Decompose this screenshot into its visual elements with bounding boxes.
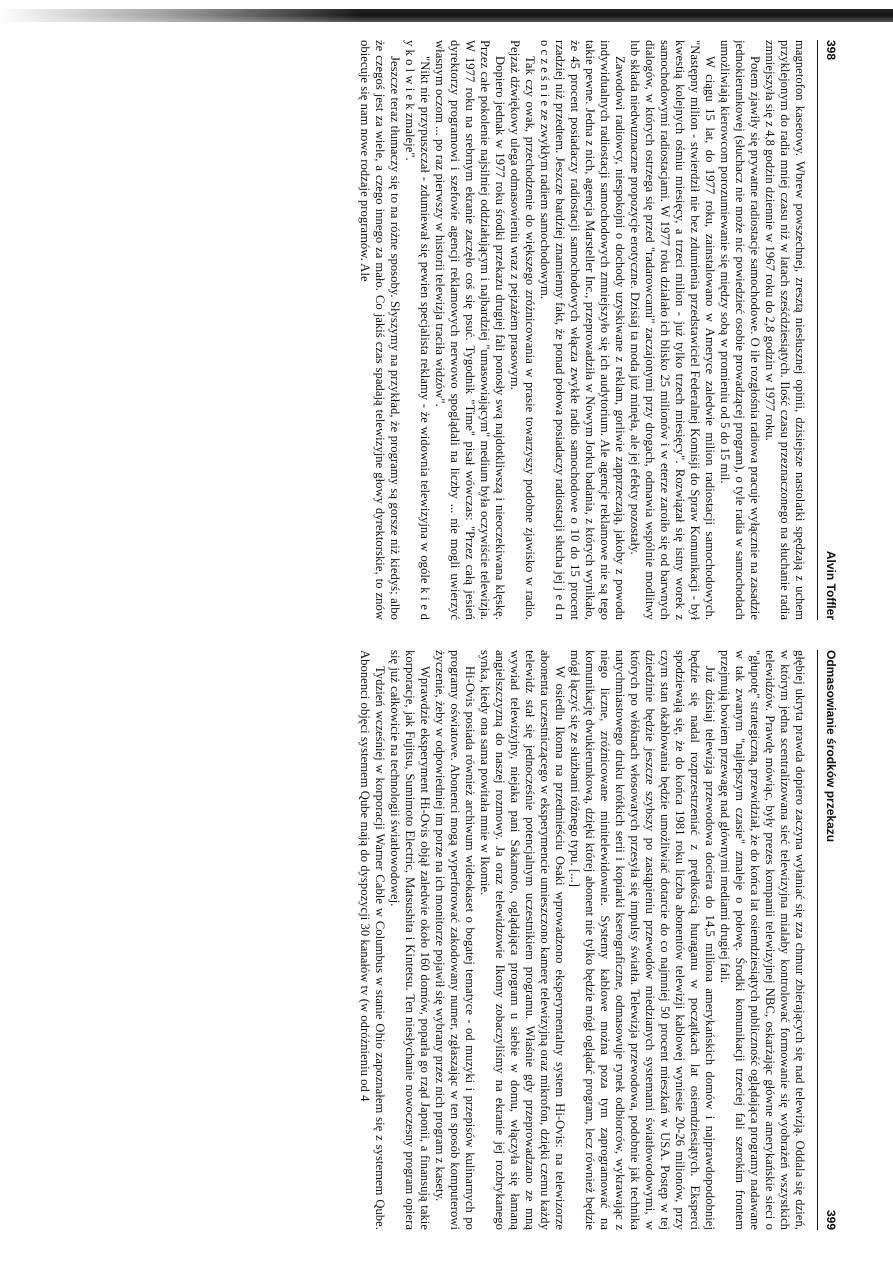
- left-page-body: [357, 40, 807, 620]
- right-page: [40, 650, 840, 1230]
- paragraph: W osiedlu Ikoma na przedmieściu Osaki wprowadzono eksperymentalny system Hi-Ovis: na telewizorze abonenta uczestniczącego w eksperymencie umieszczono kamerę telewizyjną oraz mikrofon, dzięki czemu każdy telewidz stał się jednocześnie potencjalnym uczestnikiem programu. Właśnie gdy przeprowadzano ze mną wywiad telewizyjny, niejaka pani Sakamoto, oglądająca program u siebie w domu, włączyła się łamaną angielszczyzną do naszej rozmowy. Ja oraz telewidzowie Ikomy zobaczyliśmy na ekranie jej rozbrykanego synka, kiedy ona sama powitała mnie w Ikomie.: [478, 650, 567, 1230]
- scanner-edge-fade: [0, 0, 360, 22]
- paragraph: Zawodowi radiowcy, niespokojni o dochody uzyskiwane z reklam, gorliwie zapprzeczają, jakoby z powodu indywidualnych radiostacji samochodowych zmniejszyło się ich audytorium. Ale agencje reklamowe nie są tego takie pewne. Jedna z nich, agencja Marsteller Inc., przeprowadziła w Nowym Jorku badania, z których wynikało, że 45 procent posiadaczy radiostacji samochodowych włącza zwykłe radio samochodowe o 10 do 15 procent rzadziej niż przedtem. Jeszcze bardziej znamienny fakt, że ponad połowa posiadaczy radiostacji słucha jej j e d n o c z e ś n i e ze zwykłym radiem samochodowym.: [538, 40, 627, 620]
- paragraph: Już dzisiaj telewizja przewodowa dociera do 14,5 miliona amerykańskich domów i najprawdopodobniej będzie się nadal rozprzestrzeniać z prędkością huraganu w początkach lat osiemdziesiątych. Eksperci spodziewają się, że do końca 1981 roku liczba abonentów telewizji kablowej wyniesie 20-26 milionów, przy czym stan okablowania będzie umożliwiać dotarcie do co najmniej 50 procent mieszkań w USA. Postęp w tej dziedzinie będzie jeszcze szybszy po zastąpieniu przewodów miedzianych systemami światłowodowymi, w których po włóknach włosowatych przesyła się impulsy światła. Telewizja przewodowa, podobnie jak technika natychmiastowego druku krótkich serii i kopiarki kserograficzne, odmasowuje rynek odbiorców, wykrawając z niego liczne, zróżnicowane minitelewidownie. Systemy kablowe można poza tym zaprogramować na komunikację dwukierunkową, dzięki której abonent nie tylko będzie mógł oglądać program, lecz również będzie mógł łączyć się ze służbami różnego typu. [...]: [568, 650, 717, 1230]
- right-page-body: [357, 650, 807, 1230]
- left-page: [40, 40, 840, 620]
- left-running-head: Alvin Toffler: [824, 550, 838, 620]
- paragraph: "Nikt nie przypuszczał - zdumiewał się pewien specjalista reklamy - że widownia telewizyjna w ogóle k i e d y k o l w i e k zmaleje".: [403, 40, 432, 620]
- left-page-header: [817, 40, 840, 620]
- right-page-number: 399: [824, 1209, 838, 1230]
- left-page-number: 398: [824, 40, 838, 61]
- book-spread: [20, 30, 840, 1240]
- paragraph: głębiej ukryta prawda dopiero zaczyna wyłaniać się zza chmur zbierających się nad telewizją. Oddala się dzień, w którym jedna scentralizowana sieć telewizyjna mialaby kontrolować formowanie się wyobrażeń wszystkich telewidzów. Prawdę mówiąc, były prezes kompanii telewizyjnej NBC, oskarżając główne amerykańskie sieci o "głupotę" strategiczną, przewidział, że do końca lat osiemdziesiątych publiczność oglądająca programy nadawane w tak zwanym "najlepszym czasie" zmaleje o połowę. Środki komunikacji trzeciej fali szerokim frontem przejmują bowiem przewagę nad głównymi mediami drugiej fali.: [718, 650, 807, 1230]
- paragraph: Jeszcze teraz tłumaczy się to na różne sposoby. Słyszymy na przykład, że programy są gorsze niż kiedyś; albo że czegoś jest za wiele, a czego innego za mało. Co jakiś czas spadają telewizyjne głowy dyrektorskie, to znów obiecuje się nam nowe rodzaje programów. Ale: [358, 40, 402, 620]
- paragraph: Tydzień wcześniej w korporacji Warner Cable w Columbus w stanie Ohio zapoznałem się z systemem Qube. Abonenci objęci systemem Qube mają do dyspozycji 30 kanałów tv (w odróżnieniu od 4: [358, 650, 387, 1230]
- right-page-header: [817, 650, 840, 1230]
- paragraph: Wprawdzie eksperyment Hi-Ovis objął zaledwie około 160 domów, poparła go rząd Japonii, a finansują takie korporacje, jak Fujitsu, Sumimoto Electric, Matsushita i Kintetsu. Ten niesłychanie nowoczesny program opiera się już całkowicie na technologii światłowodowej.: [388, 650, 432, 1230]
- paragraph: Hi-Ovis posiada również archiwum wideokaset o bogatej tematyce - od muzyki i przepisów kulinarnych po programy oświatowe. Abonenci mogą wyperforować zakodowany numer, zgłaszając w ten sposób komputerowi życzenie, żeby w odpowiedniej im porze na ich monitorze pojawił się wybrany przez nich program z kasety.: [433, 650, 477, 1230]
- right-running-head: Odmasowianie środków przekazu: [824, 650, 838, 843]
- paragraph: magnetofon kasetowy. Wbrew powszechnej, zresztą niesłusznej opinii, dzisiejsze nastolatki spędzają z uchem przyklejonym do radia mniej czasu niż w latach sześćdziesiątych. Ilość czasu przeznaczonego na słuchanie radia zmniejszyła się z 4,8 godzin dziennie w 1967 roku do 2,8 godzin w 1977 roku.: [763, 40, 807, 620]
- paragraph: Potem zjawiły się prywatne radiostacje samochodowe. O ile rozgłośnia radiowa pracuje wyłącznie na zasadzie jednokierunkowej (słuchacz nie może nic powiedzieć osobie prowadzącej program), o tyle radia w samochodach umożliwiają kierowcom porozumiewanie się między sobą w promieniu od 5 do 15 mil.: [718, 40, 762, 620]
- paragraph: Dopiero jednak w 1977 roku środki przekazu drugiej fali ponosły swą najdotkliwszą i nieoczekiwana klęskę. Przez całe pokolenie najsilniej oddziałującym i najbardziej "umasowiającym" medium była oczywiście telewizja. W 1977 roku na srebrnym ekranie zaczęło coś się psuć. Tygodnik "Time" pisał wówczas: "Przez całą jesień dyrektorzy programowi i szefowie agencji reklamowych nerwowo spoglądali na liczby ... nie mogli uwierzyć własnym oczom ... po raz pierwszy w historii telewizja traciła widzów".: [433, 40, 507, 620]
- paragraph: Tak czy owak, przechodzenie do większego zróżnicowania w prasie towarzyszy podobne zjawisko w radio. Pejzaż dźwiękowy ulega odmasowieniu wraz z pejzażem prasowym.: [508, 40, 537, 620]
- paragraph: W ciągu 15 lat, do 1977 roku, zainstalowano w Ameryce zaledwie milion radiostacji samochodowych. "Następny milion - stwierdził nie bez zdumienia przedstawiciel Federalnej Komisji do Spraw Komunikacji - był kwestią kolejnych ośmiu miesięcy, a trzeci milion - już tylko trzech miesięcy". Rozwiązał się istny worek z samochodowymi radiostacjami. W 1977 roku działało ich blisko 25 milionów i w eterze zaroiło się od barwnych dialogów, w których ostrzega się przed "radarowcami" zaczajonymi przy drogach, odmawia wspólnie modlitwy lub składa niedwuznaczne propozycje erotyczne. Dzisiaj ta moda już minęła, ale jej efekty pozostały.: [628, 40, 717, 620]
